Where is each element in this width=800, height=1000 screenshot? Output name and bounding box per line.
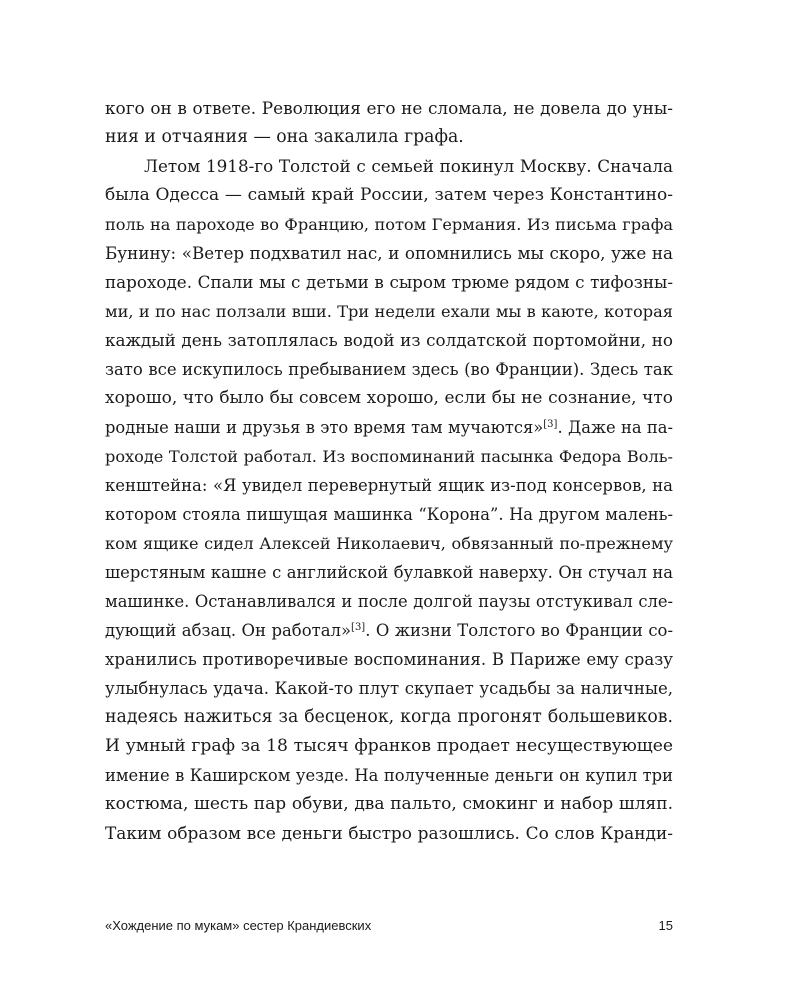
text-line: ния и отчаяния — она закалила графа. [105, 127, 464, 147]
text-line: роходе Толстой работал. Из воспоминаний пасынка Федора Воль- [105, 447, 673, 466]
footnote-reference: [3] [351, 622, 366, 633]
running-title: «Хождение по мукам» сестер Крандиевских [105, 918, 372, 933]
text-line: улыбнулась удача. Какой-то плут скупает усадьбы за наличные, [105, 679, 673, 698]
text-line: хорошо, что было бы совсем хорошо, если бы не сознание, что [105, 388, 673, 408]
text-line: Бунину: «Ветер подхватил нас, и опомнились мы скоро, уже на [105, 243, 673, 263]
text-line: кого он в ответе. Революция его не сломала, не довела до уны- [105, 98, 673, 118]
text-line: пароходе. Спали мы с детьми в сыром трюме рядом с тифозны- [105, 272, 673, 292]
text-line: ком ящике сидел Алексей Николаевич, обвязанный по-прежнему [105, 534, 673, 553]
text-line: шерстяным кашне с английской булавкой наверху. Он стучал на [105, 563, 673, 582]
page-body [105, 94, 673, 848]
text-segment: . О жизни Толстого во Франции со- [365, 621, 674, 640]
text-segment: дующий абзац. Он работал» [105, 621, 352, 640]
text-line: костюма, шесть пар обуви, два пальто, смокинг и набор шляп. [105, 794, 673, 814]
text-line: И умный граф за 18 тысяч франков продает несуществующее [105, 736, 673, 756]
text-segment: . Даже на па- [557, 418, 673, 437]
text-line: зато все искупилось пребыванием здесь (во Франции). Здесь так [105, 360, 673, 379]
text-segment: родные наши и друзья в это время там мучаются» [105, 418, 544, 437]
text-line: поль на пароходе во Францию, потом Германия. Из письма графа [105, 215, 673, 234]
footnote-reference: [3] [543, 419, 558, 430]
text-line: котором стояла пишущая машинка “Корона”. На другом малень- [105, 505, 673, 524]
text-line-with-reference [105, 616, 673, 645]
text-line-with-reference [105, 413, 673, 442]
text-line: каждый день затоплялась водой из солдатской портомойни, но [105, 330, 673, 350]
text-line: Летом 1918-го Толстой с семьей покинул Москву. Сначала [144, 156, 673, 176]
text-line: кенштейна: «Я увидел перевернутый ящик из-под консервов, на [105, 476, 673, 495]
text-line: Таким образом все деньги быстро разошлись. Со слов Кранди- [105, 823, 673, 843]
text-line: имение в Каширском уезде. На полученные деньги он купил три [105, 766, 673, 785]
text-line: хранились противоречивые воспоминания. В Париже ему сразу [105, 650, 673, 669]
page-number: 15 [658, 918, 673, 933]
text-line: надеясь нажиться за бесценок, когда прогонят большевиков. [105, 707, 673, 727]
text-line: была Одесса — самый край России, затем через Константино- [105, 185, 673, 205]
text-line: ми, и по нас ползали вши. Три недели ехали мы в каюте, которая [105, 302, 673, 321]
text-line: машинке. Останавливался и после долгой паузы отстукивал сле- [105, 592, 673, 611]
